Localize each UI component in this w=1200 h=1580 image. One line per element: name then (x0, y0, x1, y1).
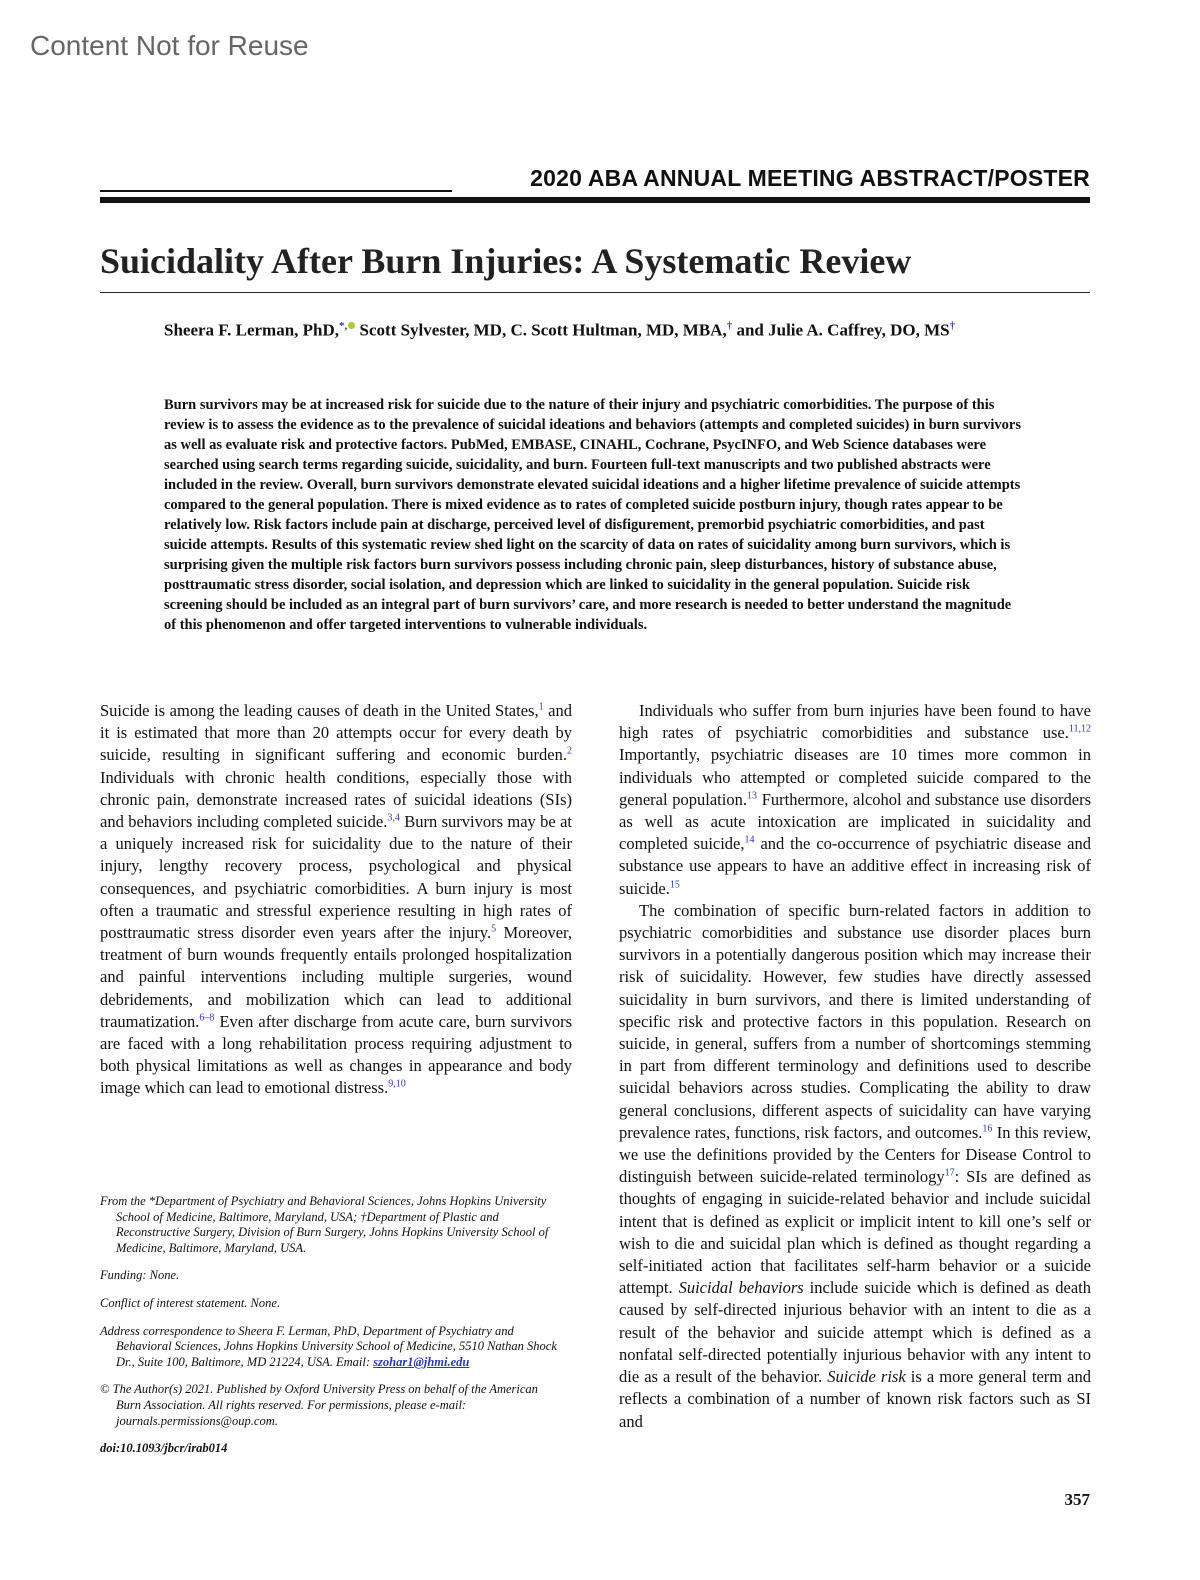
citation-link[interactable]: 11,12 (1068, 723, 1091, 735)
citation-link[interactable]: 13 (746, 790, 757, 802)
footnotes (100, 1194, 565, 1469)
watermark: Content Not for Reuse (30, 30, 309, 61)
citation-link[interactable]: 9,10 (388, 1078, 406, 1090)
citation-link[interactable]: 16 (982, 1123, 993, 1135)
conflict-note: Conflict of interest statement. None. (100, 1295, 281, 1310)
article-title: Suicidality After Burn Injuries: A Systematic Review (100, 241, 912, 281)
term-suicide-risk: Suicide risk (827, 1367, 906, 1387)
citation-link[interactable]: 6–8 (199, 1012, 215, 1024)
citation-link[interactable]: 1 (538, 701, 544, 713)
author-3-affiliation-mark: † (726, 320, 733, 332)
title-rule (100, 292, 1090, 293)
author-1-affiliation-mark: *, (339, 320, 348, 332)
correspondence-note: Address correspondence to Sheera F. Lerman, PhD, Department of Psychiatry and Behavioral Sciences, Johns Hopkins University School of Medicine, 5510 Nathan Shock Dr., Suite 100, Baltimore, MD 21224, USA. Email: szohar1@jhmi.edu (100, 1323, 557, 1369)
email-link[interactable]: szohar1@jhmi.edu (373, 1354, 470, 1369)
author-4: and Julie A. Caffrey, DO, MS (732, 320, 950, 340)
citation-link[interactable]: 2 (567, 745, 572, 757)
citation-link[interactable]: 14 (744, 834, 755, 846)
affiliations-note: From the *Department of Psychiatry and Behavioral Sciences, Johns Hopkins University School of Medicine, Baltimore, Maryland, USA; †Department of Plastic and Reconstructive Surgery, Division of Burn Surgery, Johns Hopkins University School of Medicine, Baltimore, Maryland, USA. (100, 1194, 549, 1255)
funding-note: Funding: None. (100, 1268, 180, 1283)
abstract: Burn survivors may be at increased risk for suicide due to the nature of their injury and psychiatric comorbidities. The purpose of this review is to assess the evidence as to the prevalence of suicidal ideations and behaviors (attempts and completed suicides) in burn survivors as well as evaluate risk and protective factors. PubMed, EMBASE, CINAHL, Cochrane, PsycINFO, and Web Science databases were searched using search terms regarding suicide, suicidality, and burn. Fourteen full-text manuscripts and two published abstracts were included in the review. Overall, burn survivors demonstrate elevated suicidal ideations and a higher lifetime prevalence of suicide attempts compared to the general population. There is mixed evidence as to rates of completed suicide postburn injury, though rates appear to be relatively low. Risk factors include pain at discharge, perceived level of disfigurement, premorbid psychiatric comorbidities, and past suicide attempts. Results of this systematic review shed light on the scarcity of data on rates of suicidality among burn survivors, which is surprising given the multiple risk factors burn survivors possess including chronic pain, sleep disturbances, history of substance abuse, posttraumatic stress disorder, social isolation, and depression which are linked to suicidality in the general population. Suicide risk screening should be included as an integral part of burn survivors’ care, and more research is needed to better understand the magnitude of this phenomenon and offer targeted interventions to vulnerable individuals. (164, 397, 1021, 633)
paragraph-definitions: The combination of specific burn-related factors in addition to psychiatric comorbidities and substance use disorder places burn survivors in a potentially dangerous position which may increase their risk of suicidality. However, few studies have directly assessed suicidality in burn survivors, and there is limited understanding of specific risk and protective factors in this population. Research on suicide, in general, suffers from a number of shortcomings stemming in part from different terminology and definitions used to describe suicidal behaviors across studies. Complicating the ability to draw general conclusions, different aspects of suicidality can have varying prevalence rates, functions, risk factors, and outcomes.$^{16}$ In this review, we use the definitions provided by the Centers for Disease Control to distinguish between suicide-related terminology$^{17}$: SIs are defined as thoughts of engaging in suicide-related behavior and include suicidal intent that is defined as explicit or implicit intent to kill one’s self or wish to die and suicidal plan which is defined as thought regarding a self-initiated action that facilitates self-harm behavior or a suicide attempt. Suicidal behaviors include suicide which is defined as death caused by self-directed injurious behavior with an intent to die as a result of the behavior and suicide attempt which is defined as a nonfatal self-directed potentially injurious behavior with any intent to die as a result of the behavior. Suicide risk is a more general term and reflects a combination of a number of known risk factors such as SI and (619, 900, 1092, 1431)
page-number: 357 (1064, 1490, 1090, 1509)
citation-link[interactable]: 15 (669, 879, 680, 891)
intro-paragraph: Suicide is among the leading causes of death in the United States,$^1$ and it is estimated that more than 20 attempts occur for every death by suicide, resulting in significant suffering and economic burden.$^2$ Individuals with chronic health conditions, especially those with chronic pain, demonstrate increased rates of suicidal ideations (SIs) and behaviors including completed suicide.$^{3,4}$ Burn survivors may be at a uniquely increased risk for suicidality due to the nature of their injury, lengthy recovery process, psychological and physical consequences, and psychiatric comorbidities. A burn injury is most often a traumatic and stressful experience resulting in high rates of posttraumatic stress disorder even years after the injury.$^5$ Moreover, treatment of burn wounds frequently entails prolonged hospitalization and painful interventions including multiple surgeries, wound debridements, and mobilization which can lead to additional traumatization.$^{6-8}$ Even after discharge from acute care, burn survivors are faced with a long rehabilitation process requiring adjustment to both physical limitations as well as changes in appearance and body image which can lead to emotional distress.$^{9,10}$ (100, 701, 573, 1098)
section-header-label: 2020 ABA ANNUAL MEETING ABSTRACT/POSTER (530, 165, 1090, 191)
copyright-note: © The Author(s) 2021. Published by Oxford University Press on behalf of the American Burn Association. All rights reserved. For permissions, please e-mail: journals.permissions@oup.com. (100, 1382, 538, 1428)
author-4-affiliation-mark: † (949, 320, 956, 332)
body-right-column (619, 700, 1091, 1433)
citation-link[interactable]: 5 (491, 923, 497, 935)
citation-link[interactable]: 17 (944, 1167, 955, 1179)
author-1: Sheera F. Lerman, PhD, (164, 320, 340, 340)
author-list (164, 316, 1024, 341)
doi[interactable]: doi:10.1093/jbcr/irab014 (100, 1441, 228, 1456)
term-suicidal-behaviors: Suicidal behaviors (678, 1278, 804, 1298)
author-2-3: Scott Sylvester, MD, C. Scott Hultman, MD, MBA, (355, 320, 727, 340)
paragraph-comorbidities: Individuals who suffer from burn injuries have been found to have high rates of psychiatric comorbidities and substance use.$^{11,12}$ Importantly, psychiatric diseases are 10 times more common in individuals who attempted or completed suicide compared to the general population.$^{13}$ Furthermore, alcohol and substance use disorders as well as acute intoxication are implicated in suicidality and completed suicide,$^{14}$ and the co-occurrence of psychiatric disease and substance use appears to have an additive effect in increasing risk of suicide.$^{15}$ (619, 701, 1091, 898)
citation-link[interactable]: 3,4 (387, 812, 400, 824)
header-thick-rule (100, 197, 1090, 203)
section-header-rule (100, 190, 452, 192)
body-left-column (100, 700, 572, 1100)
